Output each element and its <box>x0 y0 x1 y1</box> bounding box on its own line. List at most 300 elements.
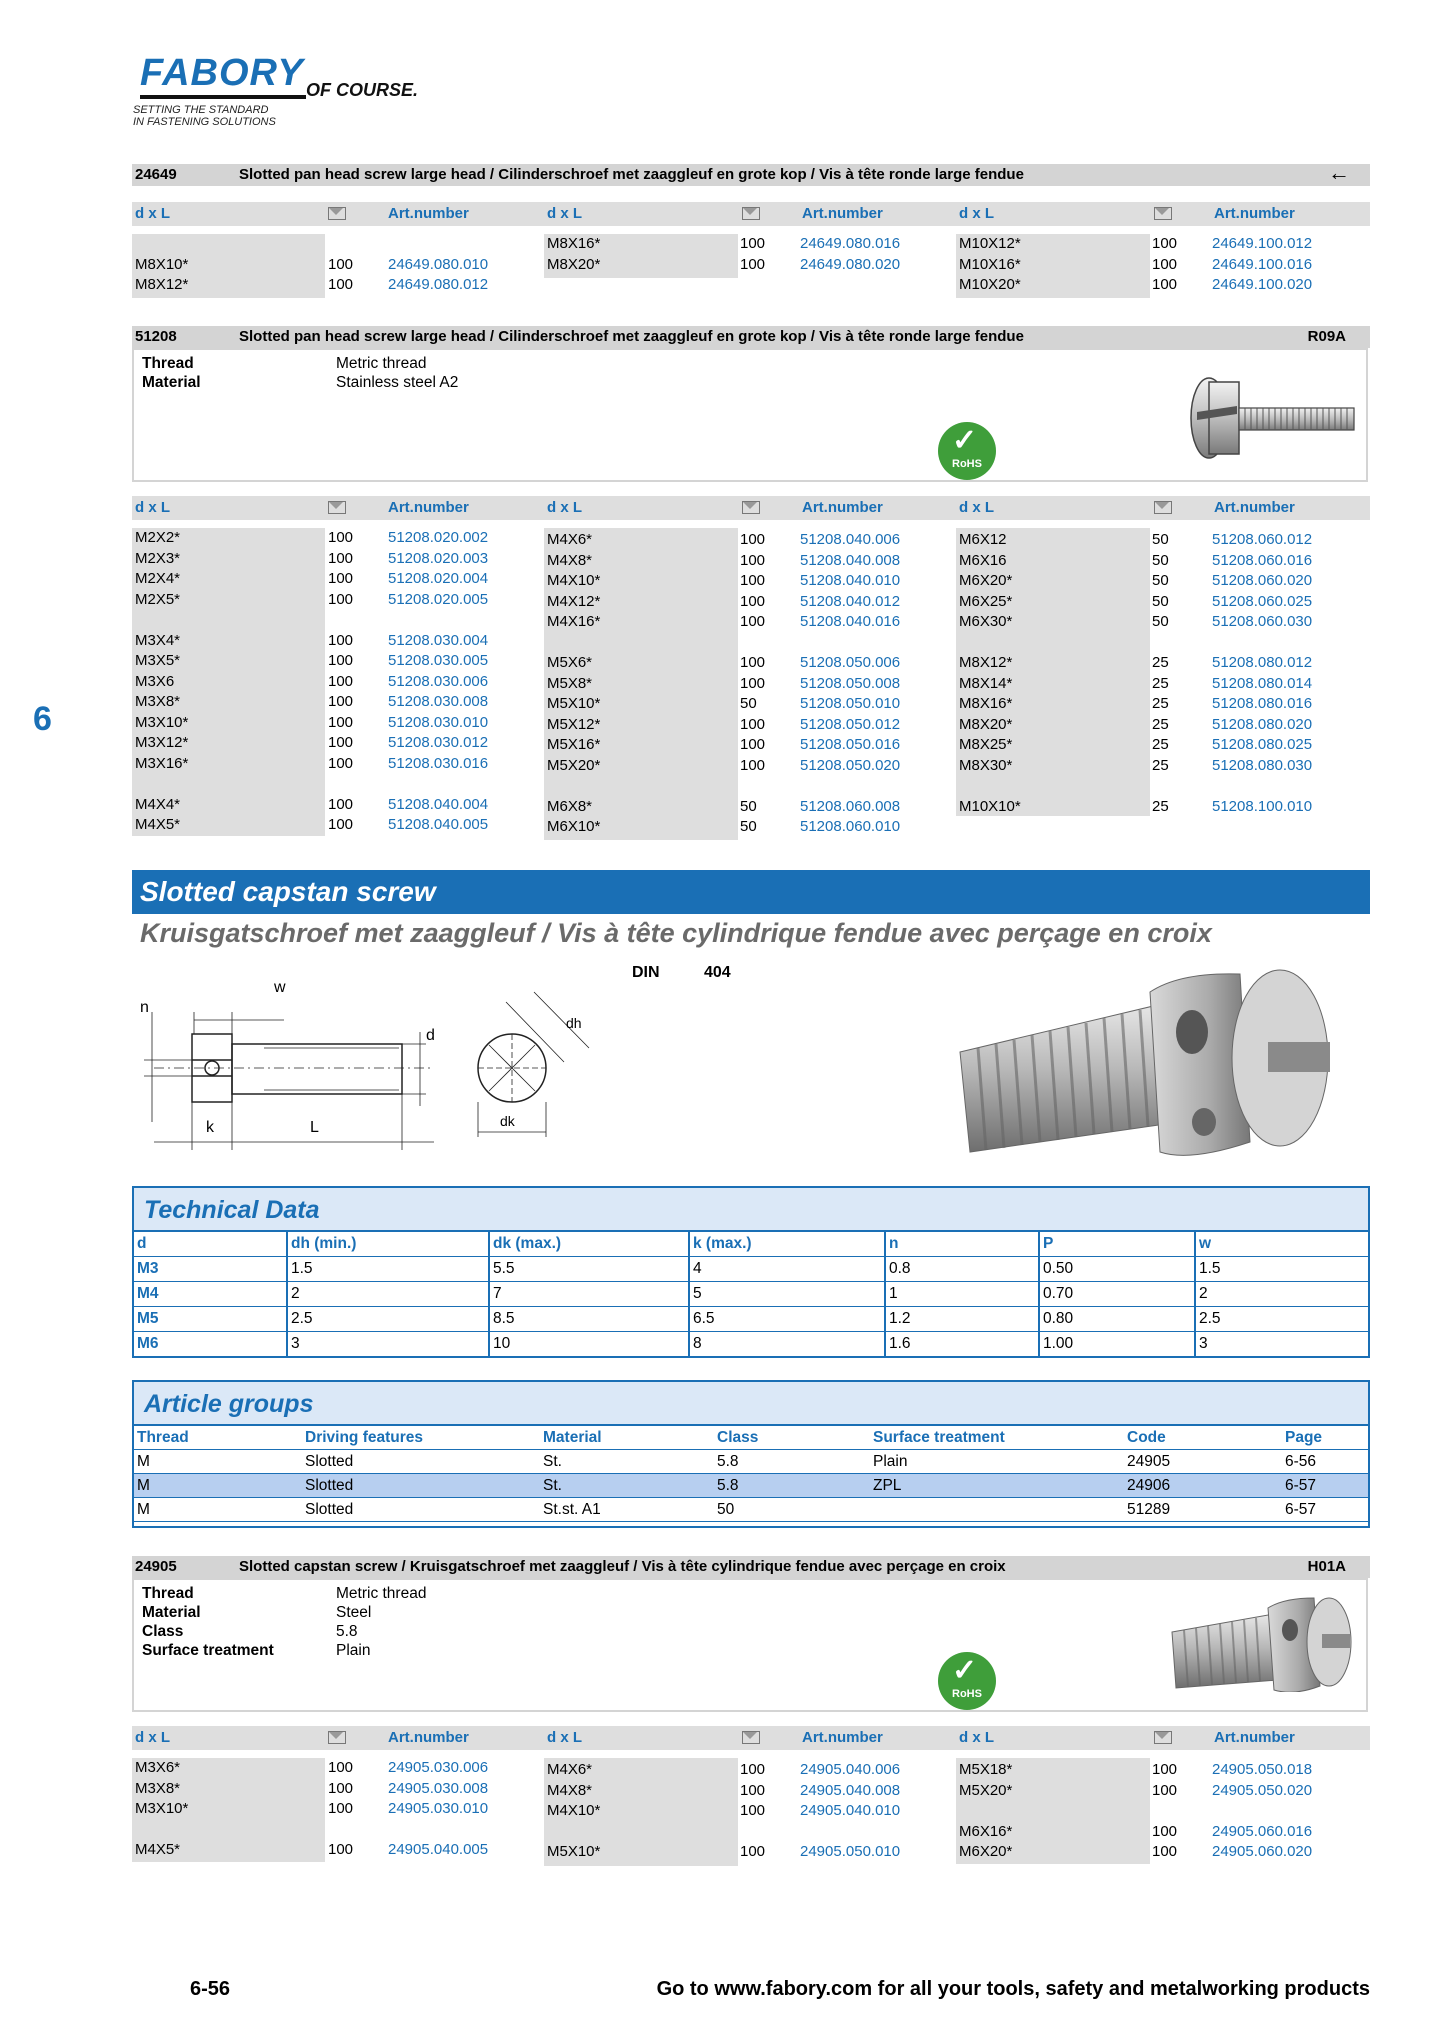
package-icon <box>328 207 346 220</box>
table-row <box>132 255 542 275</box>
logo-underline <box>140 95 306 99</box>
table-row <box>544 756 954 776</box>
capstan-screw-thumbnail <box>1164 1592 1354 1692</box>
article-number-link[interactable]: 51208.040.004 <box>388 795 489 813</box>
article-number-link[interactable]: 51208.060.016 <box>1212 551 1313 569</box>
article-number-link[interactable]: 24905.060.016 <box>1212 1822 1313 1840</box>
article-number-link[interactable]: 51208.030.012 <box>388 734 489 751</box>
quantity-cell: 100 <box>740 654 766 671</box>
article-number-link[interactable]: 51208.050.016 <box>800 736 901 753</box>
col-dxl: d x L <box>135 205 171 222</box>
column-divider <box>488 1232 490 1356</box>
article-number-link[interactable]: 51208.050.010 <box>800 695 901 712</box>
table-row <box>956 1801 1366 1821</box>
size-cell: M4X6* <box>547 1761 593 1778</box>
rohs-label: RoHS <box>952 1688 982 1700</box>
quantity-cell: 25 <box>1152 797 1169 815</box>
prop-value: Steel <box>336 1604 372 1621</box>
article-number-link[interactable]: 51208.040.010 <box>800 572 901 589</box>
article-number-link[interactable]: 24905.050.020 <box>1212 1781 1313 1799</box>
quantity-cell: 100 <box>328 795 354 813</box>
col-dxl: d x L <box>135 499 171 516</box>
article-number-link[interactable]: 24649.100.020 <box>1212 276 1313 293</box>
table-row <box>132 1820 542 1840</box>
quantity-cell: 50 <box>1152 531 1169 548</box>
table-row <box>132 549 542 569</box>
column-header: n <box>889 1235 899 1252</box>
size-cell: M3X6 <box>135 672 175 690</box>
table-row <box>544 551 954 571</box>
logo-slogan: OF COURSE. <box>306 80 419 100</box>
table-row <box>544 1842 954 1862</box>
table-row <box>132 275 542 295</box>
article-number-link[interactable]: 51208.040.008 <box>800 551 901 569</box>
package-icon <box>328 1731 346 1744</box>
product-title: Slotted capstan screw / Kruisgatschroef met zaaggleuf / Vis à tête cylindrique fendue avec perçage en croix <box>239 1558 1006 1575</box>
column-divider <box>1038 1232 1040 1356</box>
quantity-cell: 100 <box>740 551 766 569</box>
article-number-link[interactable]: 51208.060.010 <box>800 818 901 835</box>
article-number-link[interactable]: 51208.030.004 <box>388 631 489 649</box>
table-row <box>956 1822 1366 1842</box>
size-cell: M6X10* <box>547 818 601 835</box>
capstan-screw-image <box>950 962 1350 1172</box>
section-title-bar <box>132 870 1370 914</box>
quantity-cell: 100 <box>328 549 354 567</box>
table-cell: 6-57 <box>1285 1501 1317 1518</box>
table-row <box>956 1781 1366 1801</box>
quantity-cell: 50 <box>740 797 757 815</box>
quantity-cell: 100 <box>328 672 354 690</box>
article-number-link[interactable]: 51208.020.005 <box>388 590 489 608</box>
size-cell: M3X12* <box>135 734 189 751</box>
table-row <box>956 255 1366 275</box>
col-art: Art.number <box>388 205 469 222</box>
size-cell: M6X16* <box>959 1822 1013 1840</box>
table-cell: 0.8 <box>889 1260 911 1277</box>
quantity-cell: 100 <box>1152 255 1178 273</box>
row-divider <box>134 1281 1368 1282</box>
size-cell: M8X20* <box>547 255 601 273</box>
size-cell: M6X8* <box>547 797 593 815</box>
size-cell: M4X4* <box>135 795 181 813</box>
table-row <box>956 275 1366 295</box>
package-icon <box>1154 501 1172 514</box>
table-cell: 1.00 <box>1043 1335 1074 1352</box>
quantity-cell: 25 <box>1152 654 1169 671</box>
table-row <box>544 530 954 550</box>
table-row <box>132 754 542 774</box>
column-header: Thread <box>137 1429 189 1446</box>
size-cell: M8X16* <box>547 235 601 252</box>
article-number-link[interactable]: 24905.050.010 <box>800 1843 901 1860</box>
logo-tagline-1: SETTING THE STANDARD <box>133 104 269 116</box>
article-number-link[interactable]: 51208.080.014 <box>1212 674 1313 692</box>
product-header-51208 <box>132 326 1370 348</box>
table-cell: 6.5 <box>693 1310 715 1327</box>
article-number-link[interactable]: 24905.040.005 <box>388 1841 489 1858</box>
table-row <box>132 528 542 548</box>
col-dxl: d x L <box>959 1729 995 1746</box>
size-cell: M3X8* <box>135 693 181 710</box>
article-number-link[interactable]: 24905.050.018 <box>1212 1761 1313 1778</box>
package-icon <box>1154 207 1172 220</box>
quantity-cell: 100 <box>1152 235 1178 252</box>
prop-value: Metric thread <box>336 1585 427 1602</box>
quantity-cell: 100 <box>740 255 766 273</box>
technical-data-table <box>132 1186 1370 1358</box>
table-row <box>544 797 954 817</box>
table-row <box>956 735 1366 755</box>
quantity-cell: 100 <box>328 529 354 546</box>
col-dxl: d x L <box>959 205 995 222</box>
table-row <box>956 756 1366 776</box>
table-row <box>544 694 954 714</box>
size-cell: M8X20* <box>959 715 1013 733</box>
article-number-link[interactable]: 51208.080.012 <box>1212 654 1313 671</box>
table-cell: 1.5 <box>291 1260 313 1277</box>
table-row <box>544 715 954 735</box>
column-header-51208 <box>132 496 1370 520</box>
table-cell: 8 <box>693 1335 702 1352</box>
article-number-link[interactable]: 24649.080.010 <box>388 255 489 273</box>
quantity-cell: 50 <box>740 818 757 835</box>
product-header-24905 <box>132 1556 1370 1578</box>
size-cell: M8X30* <box>959 756 1013 774</box>
row-divider <box>134 1256 1368 1257</box>
article-number-link[interactable]: 51208.050.006 <box>800 654 901 671</box>
logo-tagline <box>133 104 276 128</box>
article-number-link[interactable]: 51208.040.006 <box>800 531 901 548</box>
column-divider <box>286 1232 288 1356</box>
product-info-box <box>132 348 1368 482</box>
article-number-link[interactable]: 24649.080.012 <box>388 276 489 293</box>
quantity-cell: 50 <box>740 695 757 712</box>
column-header: dh (min.) <box>291 1235 357 1252</box>
article-number-link[interactable]: 51208.030.010 <box>388 713 489 731</box>
table-row <box>544 571 954 591</box>
size-cell: M8X10* <box>135 255 189 273</box>
table-cell: 24906 <box>1127 1477 1171 1494</box>
table-cell: 10 <box>493 1335 511 1352</box>
col-dxl: d x L <box>135 1729 171 1746</box>
size-cell: M2X2* <box>135 529 181 546</box>
article-number-link[interactable]: 51208.030.016 <box>388 754 489 772</box>
article-number-link[interactable]: 24905.030.010 <box>388 1800 489 1817</box>
prop-label: Thread <box>142 355 194 372</box>
article-number-link[interactable]: 24905.060.020 <box>1212 1843 1313 1860</box>
table-row <box>544 592 954 612</box>
column-header: Page <box>1285 1429 1323 1446</box>
table-cell: St. <box>543 1453 562 1470</box>
table-cell: 4 <box>693 1260 702 1277</box>
article-number-link[interactable]: 51208.030.008 <box>388 693 489 710</box>
table-row <box>544 776 954 796</box>
article-number-link[interactable]: 24649.080.016 <box>800 235 901 252</box>
back-arrow-icon[interactable]: ← <box>1328 160 1350 185</box>
size-cell: M4X6* <box>547 531 593 548</box>
table-row <box>132 692 542 712</box>
prop-label: Thread <box>142 1585 194 1602</box>
size-cell: M4X8* <box>547 1781 593 1799</box>
dim-label-dh: dh <box>566 1015 582 1031</box>
column-divider <box>884 1232 886 1356</box>
table-row <box>132 795 542 815</box>
quantity-cell: 100 <box>1152 1822 1178 1840</box>
product-code: 24649 <box>135 166 177 183</box>
article-number-link[interactable]: 51208.040.016 <box>800 613 901 630</box>
size-cell: M5X8* <box>547 674 593 692</box>
prop-value: Plain <box>336 1642 371 1659</box>
quantity-cell: 50 <box>1152 551 1169 569</box>
size-cell: M10X20* <box>959 276 1021 293</box>
article-number-link[interactable]: 51208.080.030 <box>1212 756 1313 774</box>
table-row <box>956 633 1366 653</box>
quantity-cell: 100 <box>328 1779 354 1797</box>
table-cell: 2.5 <box>1199 1310 1221 1327</box>
table-cell: 2 <box>291 1285 300 1302</box>
table-row <box>544 674 954 694</box>
quantity-cell: 100 <box>740 1802 766 1819</box>
column-header-24649 <box>132 202 1370 226</box>
size-cell: M6X30* <box>959 613 1013 630</box>
table-cell: 1.6 <box>889 1335 911 1352</box>
table-row <box>544 1822 954 1842</box>
article-number-link[interactable]: 24905.030.008 <box>388 1779 489 1797</box>
product-title: Slotted pan head screw large head / Cilinderschroef met zaaggleuf en grote kop / Vis à tête ronde large fendue <box>239 166 1024 183</box>
article-number-link[interactable]: 51208.080.020 <box>1212 715 1313 733</box>
col-dxl: d x L <box>547 1729 583 1746</box>
table-cell: 0.70 <box>1043 1285 1074 1302</box>
table-row <box>132 610 542 630</box>
quantity-cell: 25 <box>1152 756 1169 774</box>
quantity-cell: 100 <box>1152 1843 1178 1860</box>
table-cell: 3 <box>1199 1335 1208 1352</box>
quantity-cell: 100 <box>740 715 766 733</box>
quantity-cell: 100 <box>740 592 766 610</box>
col-art: Art.number <box>802 499 883 516</box>
quantity-cell: 100 <box>740 1761 766 1778</box>
col-dxl: d x L <box>959 499 995 516</box>
quantity-cell: 100 <box>328 255 354 273</box>
table-row <box>956 1842 1366 1862</box>
size-cell: M5X6* <box>547 654 593 671</box>
package-icon <box>742 207 760 220</box>
row-label: M <box>137 1453 150 1470</box>
brand-logo: FABORY <box>140 52 304 94</box>
col-dxl: d x L <box>547 205 583 222</box>
dim-label-dk: dk <box>500 1113 515 1129</box>
table-cell: 2 <box>1199 1285 1208 1302</box>
row-label: M5 <box>137 1310 159 1327</box>
table-cell: 8.5 <box>493 1310 515 1327</box>
article-number-link[interactable]: 51208.050.012 <box>800 715 901 733</box>
article-number-link[interactable]: 51208.030.006 <box>388 672 489 690</box>
table-row <box>132 1799 542 1819</box>
column-header: Code <box>1127 1429 1166 1446</box>
size-cell: M2X3* <box>135 549 181 567</box>
article-number-link[interactable]: 24649.100.012 <box>1212 235 1313 252</box>
footer-text: Go to www.fabory.com for all your tools, safety and metalworking products <box>656 1978 1370 2000</box>
article-number-link[interactable]: 51208.040.005 <box>388 816 489 833</box>
table-row <box>544 633 954 653</box>
size-cell: M3X4* <box>135 631 181 649</box>
table-row <box>956 776 1366 796</box>
quantity-cell: 100 <box>740 1781 766 1799</box>
quantity-cell: 25 <box>1152 695 1169 712</box>
size-cell: M3X16* <box>135 754 189 772</box>
article-number-link[interactable]: 51208.030.005 <box>388 652 489 669</box>
table-cell: 51289 <box>1127 1501 1171 1518</box>
article-number-link[interactable]: 51208.040.012 <box>800 592 901 610</box>
package-icon <box>742 501 760 514</box>
table-row <box>132 1779 542 1799</box>
table-row <box>956 715 1366 735</box>
column-header: k (max.) <box>693 1235 752 1252</box>
size-cell: M8X12* <box>959 654 1013 671</box>
article-number-link[interactable]: 51208.020.002 <box>388 529 489 546</box>
table-row <box>956 530 1366 550</box>
article-number-link[interactable]: 51208.060.025 <box>1212 592 1313 610</box>
table-row <box>132 733 542 753</box>
size-cell: M3X8* <box>135 1779 181 1797</box>
table-row <box>544 234 954 254</box>
quantity-cell: 100 <box>328 1841 354 1858</box>
table-row <box>956 551 1366 571</box>
table-row <box>956 797 1366 817</box>
size-cell: M10X10* <box>959 797 1021 815</box>
size-cell: M3X5* <box>135 652 181 669</box>
quantity-cell: 100 <box>1152 1761 1178 1778</box>
quantity-cell: 100 <box>328 570 354 587</box>
table-row <box>132 590 542 610</box>
article-number-link[interactable]: 51208.020.004 <box>388 570 489 587</box>
size-cell: M10X12* <box>959 235 1021 252</box>
size-cell: M2X5* <box>135 590 181 608</box>
table-row <box>956 1760 1366 1780</box>
col-art: Art.number <box>388 499 469 516</box>
pan-head-screw-image <box>1179 368 1359 468</box>
table-row <box>132 1758 542 1778</box>
table-cell: 5.8 <box>717 1477 739 1494</box>
article-number-link[interactable]: 24905.040.010 <box>800 1802 901 1819</box>
article-number-link[interactable]: 51208.050.020 <box>800 756 901 774</box>
quantity-cell: 100 <box>740 736 766 753</box>
size-cell: M5X10* <box>547 1843 601 1860</box>
table-cell: 3 <box>291 1335 300 1352</box>
table-cell: Slotted <box>305 1501 354 1518</box>
quantity-cell: 25 <box>1152 715 1169 733</box>
quantity-cell: 100 <box>328 1759 354 1776</box>
rohs-badge <box>938 422 996 480</box>
column-header: w <box>1199 1235 1212 1252</box>
table-title: Technical Data <box>134 1188 1368 1232</box>
quantity-cell: 100 <box>740 613 766 630</box>
package-icon <box>1154 1731 1172 1744</box>
size-cell: M4X5* <box>135 1841 181 1858</box>
table-cell: 6-56 <box>1285 1453 1317 1470</box>
article-number-link[interactable]: 24649.100.016 <box>1212 255 1313 273</box>
col-art: Art.number <box>1214 1729 1295 1746</box>
product-ref: H01A <box>1307 1558 1346 1575</box>
product-title: Slotted pan head screw large head / Cilinderschroef met zaaggleuf en grote kop / Vis à tête ronde large fendue <box>239 328 1024 345</box>
checkmark-icon: ✓ <box>952 1654 978 1687</box>
table-cell: 50 <box>717 1501 735 1518</box>
row-label: M6 <box>137 1335 159 1352</box>
prop-label: Surface treatment <box>142 1642 274 1659</box>
article-number-link[interactable]: 51208.080.016 <box>1212 695 1313 712</box>
dim-label-n: n <box>140 999 149 1016</box>
article-number-link[interactable]: 51208.080.025 <box>1212 736 1313 753</box>
table-cell: 6-57 <box>1285 1477 1317 1494</box>
size-cell: M4X5* <box>135 816 181 833</box>
size-cell: M6X12 <box>959 531 1007 548</box>
table-row <box>956 234 1366 254</box>
article-number-link[interactable]: 51208.020.003 <box>388 549 489 567</box>
article-number-link[interactable]: 51208.060.008 <box>800 797 901 815</box>
section-subtitle: Kruisgatschroef met zaaggleuf / Vis à tête cylindrique fendue avec perçage en croix <box>140 918 1212 948</box>
article-number-link[interactable]: 51208.060.012 <box>1212 531 1313 548</box>
column-header: Driving features <box>305 1429 424 1446</box>
table-cell: St. <box>543 1477 562 1494</box>
row-divider <box>134 1331 1368 1332</box>
size-cell: M5X10* <box>547 695 601 712</box>
article-number-link[interactable]: 51208.050.008 <box>800 674 901 692</box>
quantity-cell: 100 <box>328 1800 354 1817</box>
table-cell: 1.5 <box>1199 1260 1221 1277</box>
article-number-link[interactable]: 51208.100.010 <box>1212 797 1313 815</box>
table-cell: ZPL <box>873 1477 902 1494</box>
table-cell: 24905 <box>1127 1453 1171 1470</box>
table-row <box>544 735 954 755</box>
dim-label-w: w <box>274 979 286 996</box>
article-number-link[interactable]: 51208.060.020 <box>1212 572 1313 589</box>
size-cell: M8X12* <box>135 276 189 293</box>
article-number-link[interactable]: 24905.030.006 <box>388 1759 489 1776</box>
table-cell: 0.80 <box>1043 1310 1074 1327</box>
col-art: Art.number <box>802 205 883 222</box>
table-cell: 0.50 <box>1043 1260 1074 1277</box>
article-number-link[interactable]: 24649.080.020 <box>800 255 901 273</box>
product-code: 51208 <box>135 328 177 345</box>
rohs-badge <box>938 1652 996 1710</box>
table-row <box>544 1781 954 1801</box>
column-header-24905 <box>132 1726 1370 1750</box>
table-row <box>132 713 542 733</box>
size-cell: M4X10* <box>547 1802 601 1819</box>
table-row <box>132 651 542 671</box>
prop-label: Material <box>142 1604 201 1621</box>
table-row <box>956 612 1366 632</box>
logo-tagline-2: IN FASTENING SOLUTIONS <box>133 116 276 128</box>
column-header: P <box>1043 1235 1054 1252</box>
table-cell: 1 <box>889 1285 898 1302</box>
size-cell: M5X18* <box>959 1761 1013 1778</box>
article-number-link[interactable]: 51208.060.030 <box>1212 613 1313 630</box>
rohs-label: RoHS <box>952 458 982 470</box>
quantity-cell: 100 <box>740 674 766 692</box>
prop-label: Material <box>142 374 201 391</box>
table-cell: 7 <box>493 1285 502 1302</box>
section-title: Slotted capstan screw <box>140 876 436 907</box>
article-number-link[interactable]: 24905.040.006 <box>800 1761 901 1778</box>
article-number-link[interactable]: 24905.040.008 <box>800 1781 901 1799</box>
table-cell: 5.8 <box>717 1453 739 1470</box>
column-header: d <box>137 1235 147 1252</box>
dim-label-d: d <box>426 1027 435 1044</box>
quantity-cell: 100 <box>1152 1781 1178 1799</box>
table-cell: Slotted <box>305 1477 354 1494</box>
